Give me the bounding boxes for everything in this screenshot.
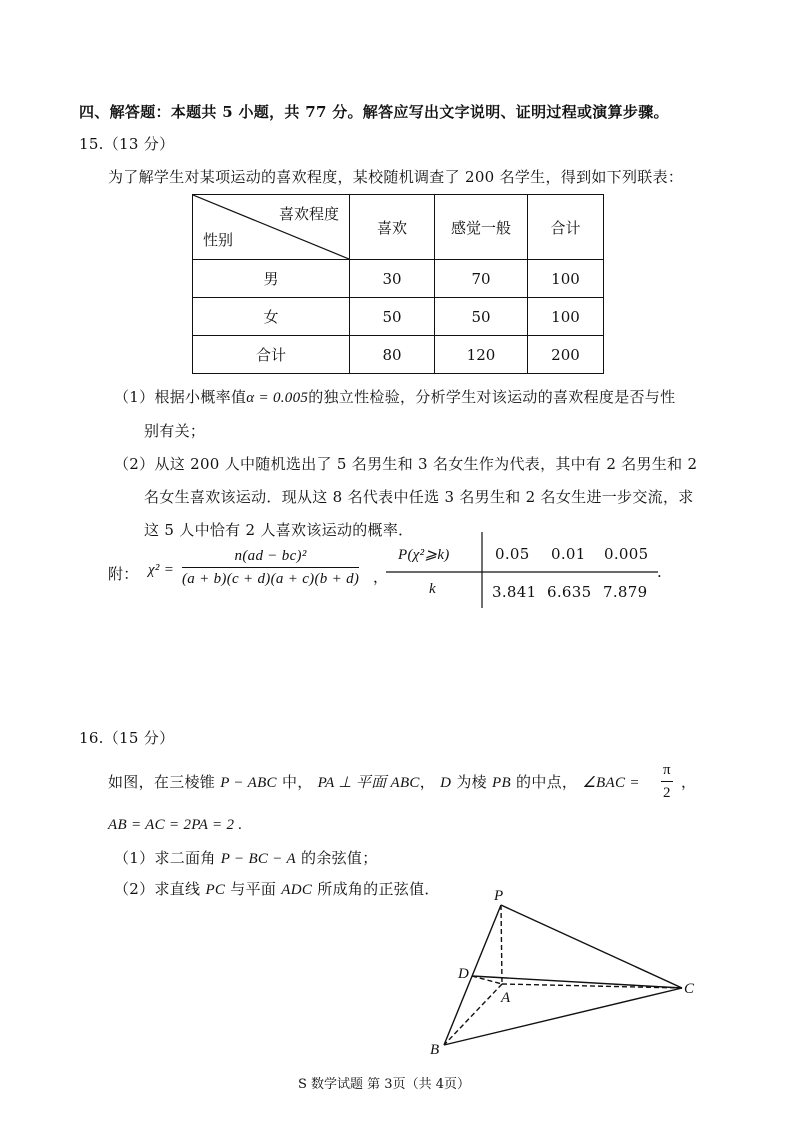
edge-pb: [444, 905, 501, 1045]
contingency-table: [192, 194, 604, 374]
table-header-cell: 合计: [528, 195, 604, 260]
table-header-cell: 感觉一般: [435, 195, 528, 260]
q16-text: 如图，在三棱锥: [108, 773, 216, 791]
edge-bc: [444, 988, 682, 1045]
q16-math: PA ⊥ 平面 ABC: [317, 775, 420, 791]
formula-comma: ，: [373, 568, 389, 586]
critical-k-value: 7.879: [603, 583, 648, 601]
table-cell: 100: [528, 260, 604, 298]
critical-p-value: 0.005: [604, 545, 649, 563]
q16-math: D: [440, 775, 452, 791]
question-16-part-2: [114, 878, 440, 899]
table-row: [193, 260, 604, 298]
fraction-numerator: n(ad − bc)²: [182, 548, 359, 568]
table-corner-top-label: 喜欢程度: [278, 205, 339, 223]
question-15-number: 15.（13 分）: [79, 135, 175, 153]
question-15-intro: 为了解学生对某项运动的喜欢程度，某校随机调查了 200 名学生，得到如下列联表：: [108, 168, 684, 186]
question-15-part-2-line-1: （2）从这 200 人中随机选出了 5 名男生和 3 名女生作为代表，其中有 2 名男生和 2: [114, 455, 698, 473]
edge-ab: [444, 984, 502, 1045]
table-row: [193, 336, 604, 374]
question-16-line-1: [108, 771, 640, 792]
angle-denominator: 2: [663, 785, 671, 801]
part-1-text: （1）根据小概率值: [114, 388, 247, 406]
critical-header-k: k: [429, 581, 436, 597]
chi-square-fraction: [182, 548, 359, 588]
question-15-part-1-cont: 别有关；: [144, 422, 206, 440]
edge-pa: [501, 905, 502, 984]
table-row-label: 合计: [193, 336, 350, 374]
table-cell: 100: [528, 298, 604, 336]
table-cell: 30: [350, 260, 435, 298]
angle-comma: ，: [681, 773, 697, 791]
angle-numerator: π: [661, 762, 673, 782]
section-heading: 四、解答题：本题共 5 小题，共 77 分。解答应写出文字说明、证明过程或演算步骤。: [79, 103, 669, 121]
appendix-label: 附：: [108, 565, 139, 583]
question-16-line-2: AB = AC = 2PA = 2 .: [108, 817, 243, 833]
table-row: [193, 298, 604, 336]
question-15-part-1: [114, 386, 675, 407]
q16-math: ADC: [281, 882, 313, 898]
critical-p-value: 0.01: [551, 545, 586, 563]
fraction-denominator: (a + b)(c + d)(a + c)(b + d): [182, 571, 360, 587]
q16-math: PB: [492, 775, 511, 791]
critical-header-p: P(χ²⩾k): [398, 547, 450, 563]
table-row-label: 女: [193, 298, 350, 336]
vertex-label-c: C: [684, 981, 695, 997]
part-1-text: 的独立性检验，分析学生对该运动的喜欢程度是否与性: [308, 388, 676, 406]
page-footer: S 数学试题 第 3页（共 4页）: [298, 1077, 470, 1092]
vertex-label-a: A: [501, 990, 511, 1006]
q16-math: PC: [205, 882, 226, 898]
alpha-value: α = 0.005: [246, 390, 309, 406]
q16-math: ∠BAC =: [582, 775, 640, 791]
q16-text: 的中点，: [516, 773, 578, 791]
table-cell: 80: [350, 336, 435, 374]
chi-square-lhs: χ² =: [148, 562, 175, 578]
table-cell: 50: [435, 298, 528, 336]
table-cell: 120: [435, 336, 528, 374]
question-15-part-2-line-3: 这 5 人中恰有 2 人喜欢该运动的概率．: [144, 521, 414, 539]
table-cell: 50: [350, 298, 435, 336]
table-cell: 70: [435, 260, 528, 298]
angle-fraction: [661, 762, 673, 802]
question-16-part-1: [114, 847, 378, 868]
critical-p-value: 0.05: [495, 545, 530, 563]
vertex-label-p: P: [494, 888, 504, 904]
table-header-cell: 喜欢: [350, 195, 435, 260]
q16-text: ，: [419, 773, 436, 791]
table-corner-cell: [193, 195, 350, 260]
q16-text: 中，: [281, 773, 313, 791]
table-corner-bottom-label: 性别: [203, 231, 234, 249]
q16-text: （1）求二面角: [114, 849, 216, 867]
critical-k-value: 6.635: [547, 583, 592, 601]
table-cell: 200: [528, 336, 604, 374]
question-16-number: 16.（15 分）: [79, 729, 175, 747]
q16-text: 与平面: [230, 880, 277, 898]
q16-text: 为棱: [456, 773, 487, 791]
table-row-label: 男: [193, 260, 350, 298]
q16-math: P − BC − A: [220, 851, 296, 867]
q16-text: （2）求直线: [114, 880, 201, 898]
critical-k-value: 3.841: [492, 583, 537, 601]
vertex-label-b: B: [430, 1042, 440, 1058]
q16-text: 的余弦值；: [301, 849, 378, 867]
edge-pc: [501, 905, 682, 988]
vertex-label-d: D: [458, 966, 470, 982]
q16-text: 所成角的正弦值．: [317, 880, 440, 898]
formula-period: .: [657, 563, 663, 581]
question-15-part-2-line-2: 名女生喜欢该运动．现从这 8 名代表中任选 3 名男生和 2 名女生进一步交流，求: [144, 488, 694, 506]
q16-math: P − ABC: [220, 775, 277, 791]
